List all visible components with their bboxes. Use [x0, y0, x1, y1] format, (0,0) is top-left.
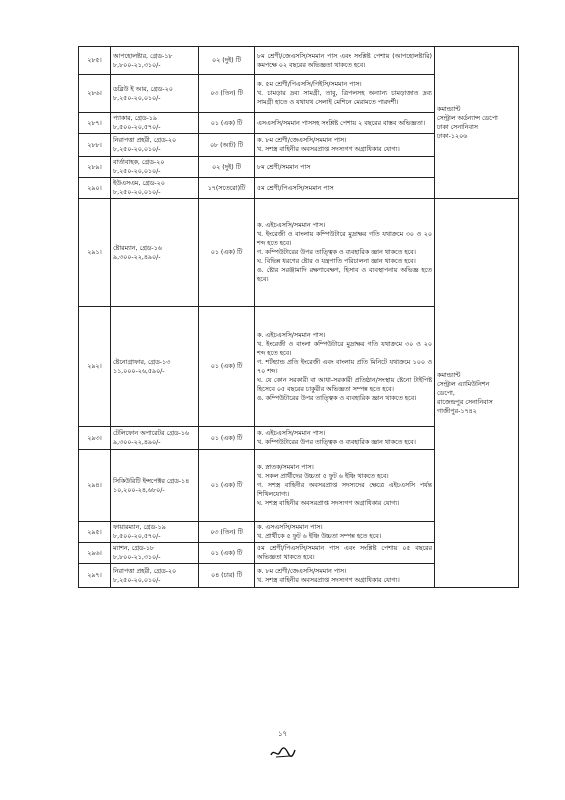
requirement-line: খ. সকল প্রার্থীদের উচ্চতা ৫ ফুট ৬ ইঞ্চি থাকতে হবে।	[257, 473, 389, 480]
unit-address-line: ডেপো,	[437, 389, 455, 397]
table-row	[79, 47, 519, 75]
serial-cell: ২৮৯।	[79, 157, 111, 178]
serial-cell: ২৯৬।	[79, 543, 111, 564]
post-name: ইউএসএম, গ্রেড-২০	[113, 180, 165, 187]
unit-address-cell	[435, 47, 519, 199]
requirement-line: খ. ইংরেজী ও বাংলা কম্পিউটারে মুদ্রাক্ষর গতি যথাক্রমে ৩০ ও ২০ শব্দ হতে হবে।	[257, 340, 432, 357]
quantity-cell: ০১ (এক) টি	[199, 113, 255, 134]
quantity-cell: ০১ (এক) টি	[199, 199, 255, 307]
requirement-line: খ. কম্পিউটারের উপর তাত্ত্বিক ও ব্যবহারিক জ্ঞান থাকতে হবে।	[257, 439, 416, 446]
requirements-cell	[255, 113, 435, 134]
table-row	[79, 199, 519, 307]
quantity-cell: ০১ (এক) টি	[199, 307, 255, 427]
requirement-line: ঙ. কম্পিউটারের উপর তাত্ত্বিক ও ব্যবহারিক জ্ঞান থাকতে হবে।	[257, 394, 417, 402]
requirements-cell	[255, 427, 435, 450]
requirement-line: এসএসসি/সমমান পাসসহ সংশ্লিষ্ট পেশায় ২ বছরের বাস্তব অভিজ্ঞতা।	[257, 119, 426, 127]
unit-address-line: সেন্ট্রাল এ্যামিউনিশন	[437, 380, 490, 388]
serial-cell: ২৯৭।	[79, 564, 111, 588]
quantity-cell: ০৮ (আট) টি	[199, 134, 255, 157]
pay-scale: ৮,২৫০-২০,০১০/-	[113, 146, 161, 153]
pay-scale: ৮,২৫০-২০,০১০/-	[113, 189, 161, 196]
requirements-cell	[255, 47, 435, 75]
post-cell	[111, 522, 199, 543]
requirement-line: খ. সশস্ত্র বাহিনীর অবসরপ্রাপ্ত সদস্যগণ অগ্রাধিকার যোগ্য।	[257, 146, 400, 153]
pay-scale: ৮,২৫০-২০,০১০/-	[113, 576, 161, 584]
pay-scale: ৮,২৫০-২০,০১০/-	[113, 168, 161, 175]
serial-cell: ২৯৫।	[79, 522, 111, 543]
pay-scale: ১১,০০০-২৬,৫৯০/-	[113, 367, 165, 375]
quantity-cell: ০১ (এক) টি	[199, 543, 255, 564]
requirement-line: ঘ. সশস্ত্র বাহিনীর অবসরপ্রাপ্ত সদস্যগণ অগ্রাধিকার যোগ্য।	[257, 500, 400, 507]
pay-scale: ৮,৫০০-২০,৫৭০/-	[113, 533, 161, 540]
post-name: আপহোলষ্টার, গ্রেড-১৮	[113, 52, 173, 60]
job-vacancy-table	[78, 46, 519, 588]
serial-cell: ২৯০।	[79, 178, 111, 199]
unit-address-line: কমান্ড্যান্ট	[437, 371, 461, 379]
post-name: নিরাপত্তা প্রহরী, গ্রেড-২০	[113, 567, 177, 575]
post-name: ষ্টেনোগ্রাফার, গ্রেড-১৩	[113, 358, 171, 366]
post-name: ডব্লিউ ই আর, গ্রেড-২০	[113, 85, 173, 93]
serial-cell: ২৯৪।	[79, 450, 111, 522]
requirement-line: ৮ম শ্রেণী/জেএসসি/সমমান পাস এবং সংশ্লিষ্ট পেশায় (আপহোলষ্টারি) কমপক্ষে ০২ বছরের অভিজ্ঞতা থাকতে হবে।	[257, 52, 432, 69]
pay-scale: ৮,৫০০-২০,৫৭০/-	[113, 124, 161, 131]
signature-mark	[268, 743, 298, 761]
serial-cell: ২৯৩।	[79, 427, 111, 450]
pay-scale: ৮,২৫০-২০,০১০/-	[113, 94, 161, 102]
serial-cell: ২৮৮।	[79, 134, 111, 157]
quantity-cell: ০৩ (তিন) টি	[199, 75, 255, 113]
post-cell	[111, 178, 199, 199]
requirement-line: ক. এইচএসসি/সমমান পাস।	[257, 430, 326, 437]
requirements-cell	[255, 543, 435, 564]
pay-scale: ১০,২০০-২৪,৬৮০/-	[113, 486, 165, 494]
pay-scale: ৯,৩০০-২২,৪৯০/-	[113, 253, 161, 261]
requirement-line: ক. এইচএসসি/সমমান পাস।	[257, 331, 326, 339]
quantity-cell: ০১ (এক) টি	[199, 450, 255, 522]
requirement-line: ক. স্নাতক/সমমান পাস।	[257, 464, 314, 471]
post-name: নিরাপত্তা প্রহরী, গ্রেড-২০	[113, 137, 177, 144]
requirements-cell	[255, 564, 435, 588]
requirement-line: ৫ম শ্রেণী/পিএসসি/সমমান পাস	[257, 184, 334, 192]
requirement-line: ঘ. বিভিন্ন ধরণের ষ্টোর ও যন্ত্রপাতি পরিচালনা জ্ঞান থাকতে হবে।	[257, 258, 416, 265]
requirement-line: গ. কম্পিউটারের উপর তাত্ত্বিক ও ব্যবহারিক জ্ঞান থাকতে হবে।	[257, 249, 416, 256]
requirements-cell	[255, 522, 435, 543]
requirement-line: ৫ম শ্রেণী/পিএসসি/সমমান পাস এবং সংশ্লিষ্ট পেশায় ০৫ বছরের অভিজ্ঞতা থাকতে হবে।	[257, 545, 432, 561]
unit-address-line: ঢাকা সেনানিবাস	[437, 123, 478, 131]
post-cell	[111, 450, 199, 522]
post-name: প্যাকার, গ্রেড-১৯	[113, 115, 157, 122]
post-cell	[111, 307, 199, 427]
requirement-line: খ. ইংরেজী ও বাংলায় কম্পিউটারে মুদ্রাক্ষর গতি যথাক্রমে ৩০ ও ২০ শব্দ হতে হবে।	[257, 231, 432, 247]
serial-cell: ২৮৫।	[79, 47, 111, 75]
requirement-line: ক. এসএসসি/সমমান পাস।	[257, 524, 323, 531]
requirement-line: খ. সশস্ত্র বাহিনীর অবসরপ্রাপ্ত সদস্যগণ অগ্রাধিকার যোগ্য।	[257, 576, 400, 584]
post-cell	[111, 113, 199, 134]
serial-cell: ২৯২।	[79, 307, 111, 427]
requirements-cell	[255, 134, 435, 157]
unit-address-cell	[435, 199, 519, 588]
quantity-cell: ০১ (এক) টি	[199, 427, 255, 450]
quantity-cell: ০৩ (তিন) টি	[199, 522, 255, 543]
requirements-cell	[255, 450, 435, 522]
quantity-cell: ০২ (দুই) টি	[199, 157, 255, 178]
post-cell	[111, 543, 199, 564]
requirement-line: ৮ম শ্রেণী/সমমান পাস	[257, 163, 311, 171]
requirement-line: ক. ৮ম শ্রেণী/জেএসসি/সমমান পাস।	[257, 567, 347, 575]
requirement-line: ঙ. ষ্টোর সরঞ্জামাদি রক্ষণাবেক্ষণ, হিসাব ও ব্যবস্থাপনায় অভিজ্ঞ হতে হবে।	[257, 267, 432, 283]
requirement-line: ক. ৮ম শ্রেণী/জেএসসি/সমমান পাস।	[257, 137, 347, 144]
requirement-line: গ. সশস্ত্র বাহিনীর অবসরপ্রাপ্ত সদস্যদের ক্ষেত্রে এইচএসসি পর্যন্ত শিথিলযোগ্য।	[257, 482, 432, 498]
quantity-cell: ০৪ (চার) টি	[199, 564, 255, 588]
quantity-cell: ১৭(সতেরো)টি	[199, 178, 255, 199]
unit-address-line: গাজীপুর-১৭৪২	[437, 407, 477, 415]
post-name: ম্যাশন, গ্রেড-১৮	[113, 545, 154, 552]
post-cell	[111, 134, 199, 157]
serial-cell: ২৯১।	[79, 199, 111, 307]
post-cell	[111, 47, 199, 75]
post-cell	[111, 564, 199, 588]
requirement-line: খ. চামড়ার দ্রব্য সামগ্রী, তাবু, ত্রিপলসহ অন্যান্য চামড়াজাত দ্রব্য সামগ্রী হাতে ও যথাযথ সেলাই মেশিনে মেরামতে পারদর্শী।	[257, 90, 432, 106]
serial-cell: ২৮৬।	[79, 75, 111, 113]
requirements-cell	[255, 178, 435, 199]
requirement-line: ক. এইচএসসি/সমমান পাস।	[257, 222, 326, 229]
post-name: বার্তাবাহক, গ্রেড-২০	[113, 159, 165, 166]
post-name: ফায়ারম্যান, গ্রেড-১৯	[113, 524, 166, 531]
pay-scale: ৯,৩০০-২২,৪৯০/-	[113, 439, 161, 446]
unit-address-line: সেন্ট্রাল অর্ডন্যান্স ডেপো	[437, 114, 498, 122]
post-name: সিকিউরিটি ইন্সপেক্টর গ্রেড-১৪	[113, 477, 190, 485]
post-name: টেলিফোন অপারেটর গ্রেড-১৬	[113, 430, 190, 437]
post-cell	[111, 75, 199, 113]
requirements-cell	[255, 75, 435, 113]
requirement-line: ক. ৫ম শ্রেণী/পিএসসি/পিইসি/সমমান পাস।	[257, 81, 362, 88]
page-number: ১৭	[277, 730, 288, 738]
post-cell	[111, 199, 199, 307]
unit-address-line: রাজেন্দ্রপুর সেনানিবাস	[437, 398, 493, 406]
requirements-cell	[255, 307, 435, 427]
pay-scale: ৮,৮০০-২১,৩১০/-	[113, 61, 161, 69]
post-cell	[111, 157, 199, 178]
post-cell	[111, 427, 199, 450]
requirement-line: ঘ. যে কোন সরকারী বা আধা-সরকারী প্রতিষ্ঠান/সংস্থায় ষ্টেনো টাইপিষ্ট হিসেবে ০৫ বছরের চাকুরীর অভিজ্ঞতা সম্পন্ন হতে হবে।	[257, 376, 432, 393]
requirement-line: গ. শর্টহ্যান্ড প্রতি ইংরেজী এবং বাংলায় প্রতি মিনিটে যথাক্রমে ১০০ ও ৭০ শব্দ।	[257, 358, 432, 375]
pay-scale: ৮,৮০০-২১,৩১০/-	[113, 554, 161, 561]
requirement-line: খ. প্রার্থীকে ৫ ফুট ৬ ইঞ্চি উচ্চতা সম্পন্ন হতে হবে।	[257, 533, 382, 540]
unit-address-line: ঢাকা-১২০৬	[437, 132, 468, 140]
unit-address-line: কমান্ড্যান্ট	[437, 105, 461, 113]
post-name: ষ্টোরম্যান, গ্রেড-১৬	[113, 244, 162, 252]
quantity-cell: ০২ (দুই) টি	[199, 47, 255, 75]
requirements-cell	[255, 199, 435, 307]
serial-cell: ২৮৭।	[79, 113, 111, 134]
requirements-cell	[255, 157, 435, 178]
